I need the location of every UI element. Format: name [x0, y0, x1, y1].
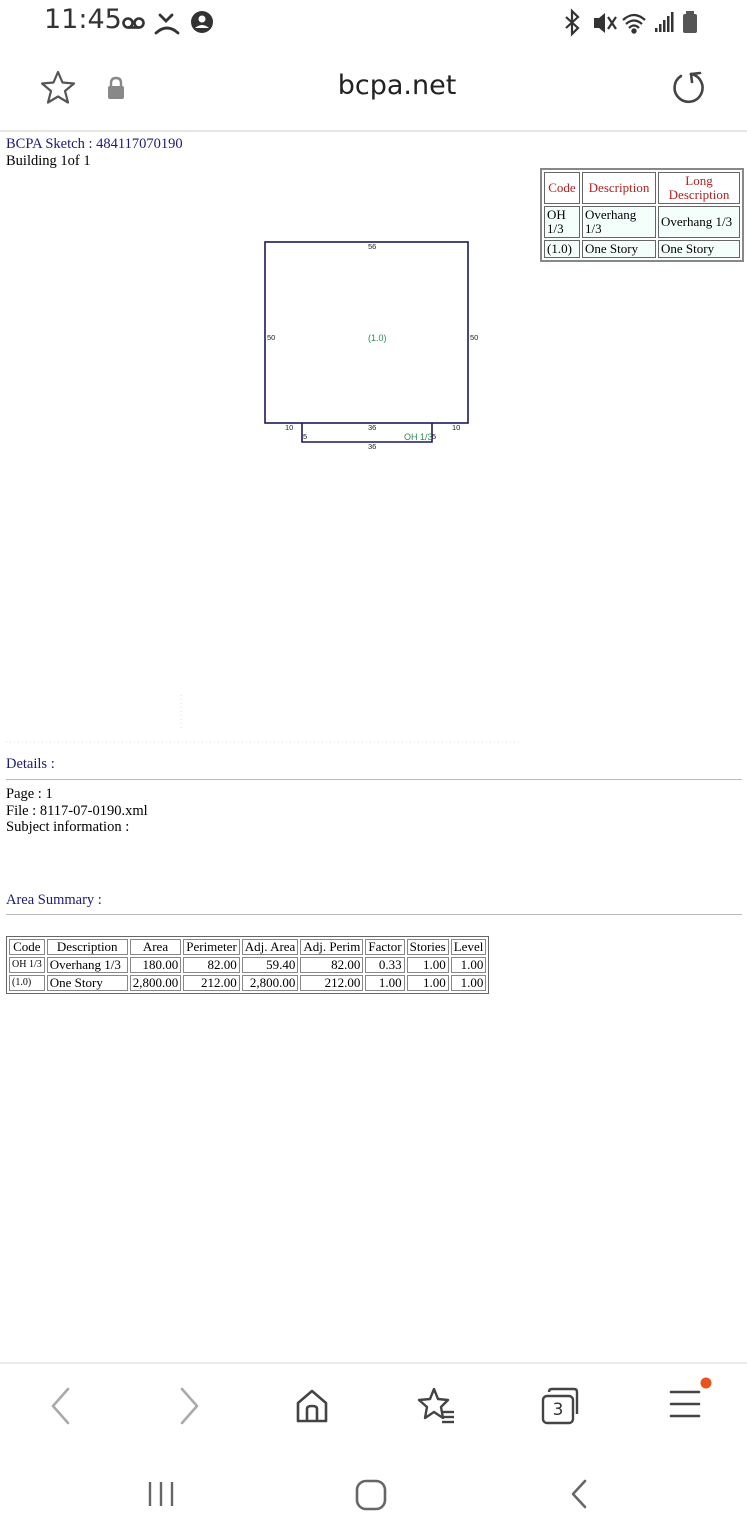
legend-header-code: Code	[544, 172, 580, 204]
area-header-adj-area: Adj. Area	[242, 939, 299, 955]
hamburger-menu-icon	[668, 1376, 714, 1424]
bookmark-list-icon	[416, 1386, 456, 1426]
area-summary-heading: Area Summary :	[6, 892, 102, 908]
table-row	[9, 957, 486, 973]
dim-bottom-left: 10	[285, 423, 294, 432]
recent-apps-icon	[146, 1480, 176, 1508]
table-cell: 82.00	[300, 957, 363, 973]
area-header-adj-perim: Adj. Perim	[300, 939, 363, 955]
area-header-factor: Factor	[365, 939, 404, 955]
sketch-main-label: (1.0)	[368, 333, 387, 343]
sketch-main-area	[265, 242, 468, 423]
table-cell: (1.0)	[9, 975, 45, 991]
area-summary-table	[6, 936, 489, 994]
dim-left: 50	[267, 333, 276, 342]
table-cell: Overhang 1/3	[47, 957, 128, 973]
table-cell: 1.00	[451, 975, 487, 991]
legend-cell: OH 1/3	[544, 206, 580, 238]
building-label: Building 1of 1	[6, 153, 91, 169]
dim-bottom-mid: 36	[368, 423, 377, 432]
back-button[interactable]	[48, 1386, 74, 1431]
dim-right: 50	[470, 333, 479, 342]
dim-oh-right: 5	[432, 432, 437, 441]
area-header-description: Description	[47, 939, 128, 955]
table-cell: 180.00	[130, 957, 182, 973]
legend-cell: Overhang 1/3	[658, 206, 740, 238]
sketch-title: BCPA Sketch : 484117070190	[6, 136, 183, 152]
area-header-stories: Stories	[407, 939, 449, 955]
details-subject: Subject information :	[6, 819, 130, 835]
building-sketch	[0, 0, 747, 760]
dim-bottom-right: 10	[452, 423, 461, 432]
table-cell: 59.40	[242, 957, 299, 973]
dim-top: 56	[368, 242, 377, 251]
details-heading: Details :	[6, 756, 55, 772]
table-cell: 1.00	[451, 957, 487, 973]
tab-count: 3	[552, 1400, 564, 1420]
table-cell: OH 1/3	[9, 957, 45, 973]
table-cell: One Story	[47, 975, 128, 991]
table-row	[9, 975, 486, 991]
status-time: 11:45	[44, 4, 122, 35]
chevron-right-icon	[176, 1386, 202, 1426]
legend-cell: Overhang 1/3	[582, 206, 656, 238]
area-header-area: Area	[130, 939, 182, 955]
sketch-overhang-label: OH 1/3	[404, 432, 433, 442]
notification-dot-icon	[701, 1378, 712, 1389]
chevron-left-icon	[48, 1386, 74, 1426]
table-header-row	[9, 939, 486, 955]
details-divider	[6, 779, 742, 780]
dim-oh-bottom: 36	[368, 442, 377, 451]
table-cell: 1.00	[407, 975, 449, 991]
address-bar-url[interactable]: bcpa.net	[337, 70, 457, 101]
legend-cell: One Story	[582, 240, 656, 258]
table-cell: 1.00	[365, 975, 404, 991]
system-home-icon	[355, 1479, 387, 1511]
legend-cell: (1.0)	[544, 240, 580, 258]
recent-apps-button[interactable]	[146, 1480, 176, 1513]
system-home-button[interactable]	[355, 1479, 387, 1516]
dim-oh-left: 5	[303, 432, 308, 441]
table-cell: 0.33	[365, 957, 404, 973]
details-file: File : 8117-07-0190.xml	[6, 803, 148, 819]
forward-button[interactable]	[176, 1386, 202, 1431]
browser-bottom-toolbar	[0, 1362, 747, 1452]
table-cell: 212.00	[183, 975, 240, 991]
legend-cell: One Story	[658, 240, 740, 258]
table-cell: 82.00	[183, 957, 240, 973]
legend-header-description: Description	[582, 172, 656, 204]
area-header-code: Code	[9, 939, 45, 955]
area-header-perimeter: Perimeter	[183, 939, 240, 955]
table-cell: 212.00	[300, 975, 363, 991]
area-summary-divider	[6, 914, 742, 915]
table-cell: 2,800.00	[242, 975, 299, 991]
system-back-button[interactable]	[568, 1478, 590, 1515]
table-cell: 2,800.00	[130, 975, 182, 991]
table-cell: 1.00	[407, 957, 449, 973]
legend-header-long-description: Long Description	[658, 172, 740, 204]
bookmarks-button[interactable]	[416, 1386, 456, 1431]
home-button[interactable]	[294, 1388, 330, 1429]
details-page: Page : 1	[6, 786, 53, 802]
menu-button[interactable]	[668, 1376, 714, 1429]
system-back-icon	[568, 1478, 590, 1510]
home-icon	[294, 1388, 330, 1424]
area-header-level: Level	[451, 939, 487, 955]
tabs-button[interactable]	[540, 1386, 580, 1426]
